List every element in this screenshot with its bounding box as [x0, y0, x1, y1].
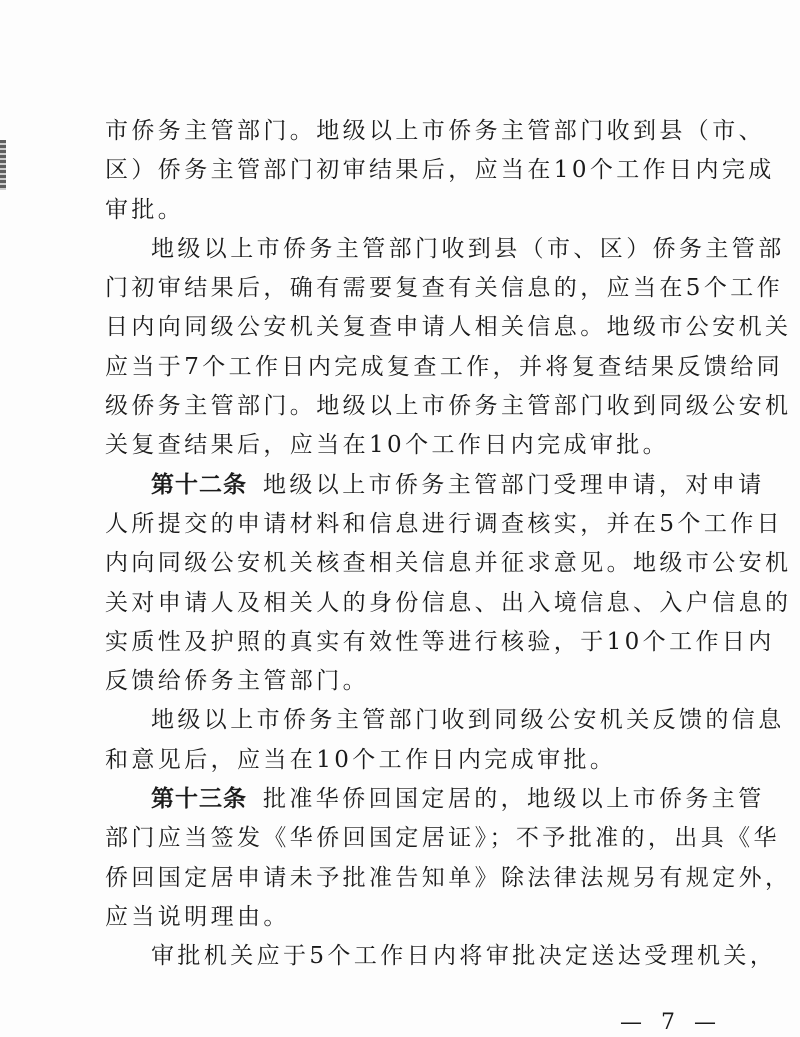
paragraph-4	[105, 701, 785, 780]
text-line: 市侨务主管部门。地级以上市侨务主管部门收到县（市、	[105, 118, 765, 144]
scan-edge-mark	[0, 140, 6, 190]
text-line: 反馈给侨务主管部门。	[105, 668, 369, 695]
text-line: 内向同级公安机关核查相关信息并征求意见。地级市公安机	[105, 550, 792, 577]
text-line: 和意见后，应当在10个工作日内完成审批。	[105, 746, 617, 773]
article-13-heading: 第十三条	[151, 786, 247, 813]
paragraph-1	[105, 112, 775, 230]
text-line: 应当说明理由。	[105, 903, 290, 930]
text-line: 地级以上市侨务主管部门受理申请，对申请	[263, 471, 765, 498]
text-line: 关对申请人及相关人的身份信息、出入境信息、入户信息的	[105, 589, 792, 616]
text-line: 应当于7个工作日内完成复查工作，并将复查结果反馈给同	[105, 353, 784, 380]
text-line: 审批机关应于5个工作日内将审批决定送达受理机关，	[151, 943, 777, 970]
text-line: 部门应当签发《华侨回国定居证》；不予批准的，出具《华	[105, 825, 780, 852]
article-13-first-line	[105, 780, 765, 819]
text-line: 人所提交的申请材料和信息进行调查核实，并在5个工作日	[105, 510, 784, 537]
text-line: 审批。	[105, 196, 185, 223]
article-12	[105, 466, 792, 702]
text-line: 侨回国定居申请未予批准告知单》除法律法规另有规定外，	[105, 864, 792, 891]
text-line: 实质性及护照的真实有效性等进行核验，于10个工作日内	[105, 628, 775, 655]
text-line: 地级以上市侨务主管部门收到县（市、区）侨务主管部	[151, 235, 785, 262]
article-12-first-line	[105, 466, 765, 505]
text-line: 门初审结果后，确有需要复查有关信息的，应当在5个工作	[105, 275, 784, 302]
text-line: 地级以上市侨务主管部门收到同级公安机关反馈的信息	[151, 707, 785, 734]
text-line: 级侨务主管部门。地级以上市侨务主管部门收到同级公安机	[105, 393, 792, 420]
text-line: 关复查结果后，应当在10个工作日内完成审批。	[105, 432, 670, 459]
article-13	[105, 780, 792, 937]
text-line: 区）侨务主管部门初审结果后，应当在10个工作日内完成	[105, 157, 775, 184]
page-number: — 7 —	[620, 1010, 722, 1035]
body-text	[105, 112, 792, 977]
text-line: 日内向同级公安机关复查申请人相关信息。地级市公安机关	[105, 314, 792, 341]
paragraph-6	[105, 937, 777, 976]
text-line: 批准华侨回国定居的，地级以上市侨务主管	[263, 786, 765, 813]
paragraph-2	[105, 230, 792, 466]
article-12-heading: 第十二条	[151, 471, 247, 498]
